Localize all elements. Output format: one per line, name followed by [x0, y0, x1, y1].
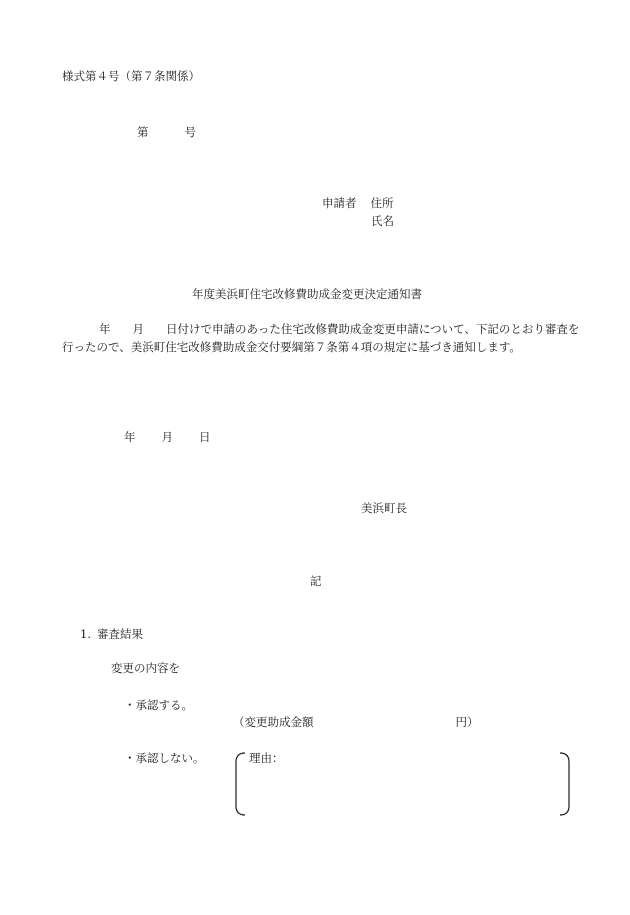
reject-option: ・承認しない。 [124, 751, 205, 765]
applicant-address-line [322, 195, 394, 211]
form-number: 様式第４号（第７条関係） [62, 69, 200, 83]
notice-body [62, 320, 582, 356]
section-heading [80, 626, 143, 642]
issuer: 美浜町長 [361, 501, 407, 515]
body-month: 月 [132, 322, 144, 336]
amount-line [233, 714, 479, 730]
bracket-shape [233, 752, 572, 816]
document-number [137, 124, 196, 140]
issue-month: 月 [161, 430, 173, 444]
document-title: 年度美浜町住宅改修費助成金変更決定通知書 [192, 287, 422, 301]
body-year: 年 [99, 322, 111, 336]
document-number-prefix: 第 [137, 125, 149, 139]
issue-year: 年 [124, 430, 136, 444]
name-label: 氏名 [371, 214, 394, 228]
change-content-intro: 変更の内容を [111, 661, 180, 675]
section-number: 1. [80, 627, 91, 641]
section-title: 審査結果 [96, 627, 143, 641]
amount-close: 円） [455, 715, 479, 729]
body-text: 日付けで申請のあった住宅改修費助成金変更申請について、下記のとおり審査を行ったので、美浜町住宅改修費助成金交付要綱第７条第４項の規定に基づき通知します。 [62, 322, 580, 354]
issue-day: 日 [199, 430, 211, 444]
reason-label: 理由： [249, 751, 284, 765]
document-number-suffix: 号 [184, 125, 196, 139]
issue-date [124, 429, 211, 445]
address-label: 住所 [370, 196, 394, 210]
amount-open: （変更助成金額 [233, 715, 314, 729]
approve-option: ・承認する。 [124, 698, 193, 712]
ki-heading: 記 [310, 574, 322, 588]
reason-bracket-box [233, 752, 572, 816]
applicant-label: 申請者 [322, 196, 357, 210]
